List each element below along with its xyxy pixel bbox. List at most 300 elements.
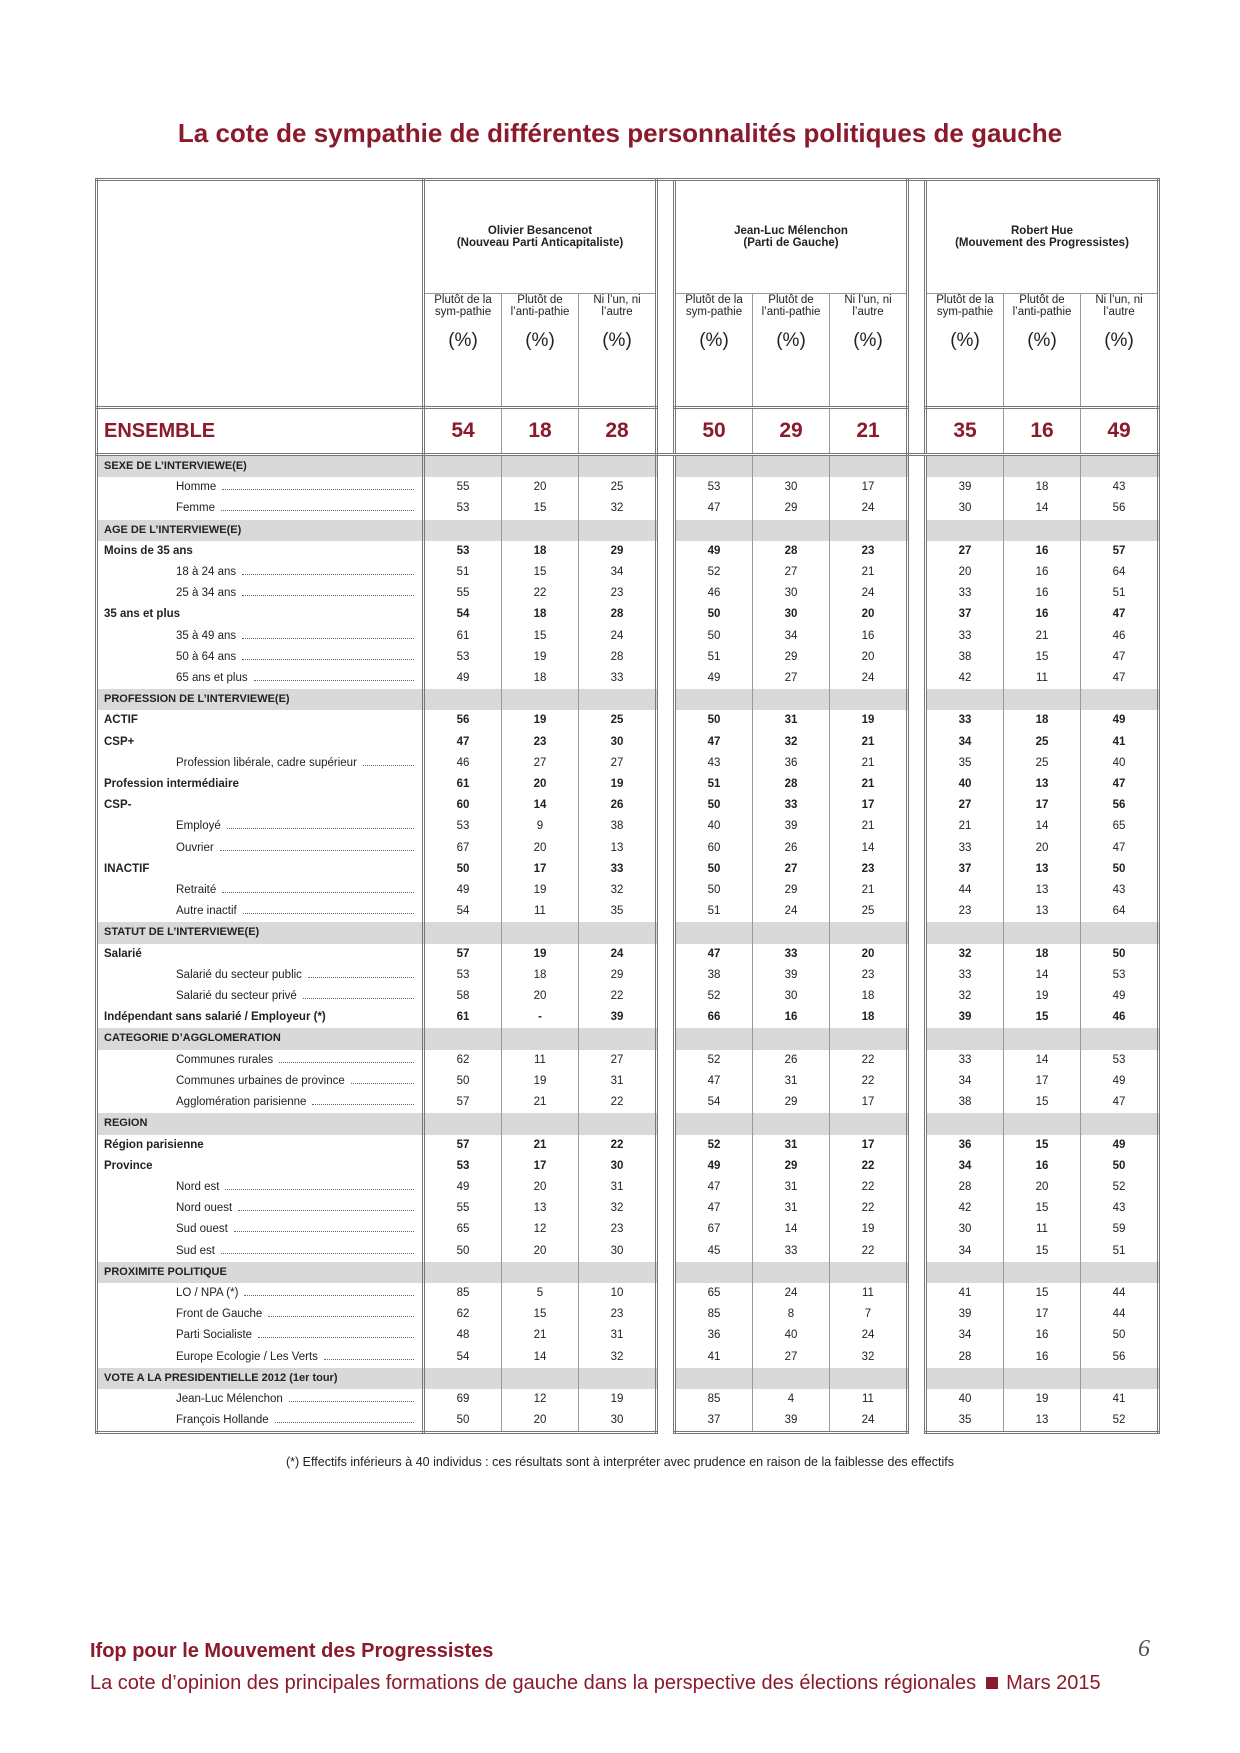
value-cell: 11 (1004, 668, 1081, 689)
row-label-cell (97, 626, 424, 647)
value-cell: 22 (579, 986, 657, 1007)
value-cell: 61 (424, 626, 502, 647)
row-label-cell (97, 710, 424, 731)
row-label-cell (97, 1028, 424, 1049)
column-gap (657, 498, 675, 519)
value-cell: 85 (675, 1304, 753, 1325)
value-cell: 33 (753, 944, 830, 965)
leader-dots (222, 892, 414, 893)
column-subheader (675, 294, 753, 408)
value-cell: 15 (502, 1304, 579, 1325)
value-cell: 50 (675, 880, 753, 901)
row-label: 18 à 24 ans (176, 566, 237, 579)
value-cell (424, 520, 502, 541)
row-label-cell (97, 922, 424, 943)
value-cell: 54 (424, 1347, 502, 1368)
value-cell: 38 (926, 1092, 1004, 1113)
value-cell: 35 (579, 901, 657, 922)
value-cell: 40 (1081, 753, 1159, 774)
value-cell: 16 (1004, 408, 1081, 455)
value-cell: 69 (424, 1389, 502, 1410)
value-cell: 47 (1081, 1092, 1159, 1113)
value-cell: 34 (926, 732, 1004, 753)
column-gap (657, 1113, 675, 1134)
value-cell: 19 (1004, 1389, 1081, 1410)
value-cell (753, 455, 830, 478)
value-cell: 18 (830, 1007, 908, 1028)
column-gap (657, 1347, 675, 1368)
value-cell: 18 (502, 541, 579, 562)
value-cell (502, 922, 579, 943)
value-cell: 23 (830, 859, 908, 880)
column-gap (908, 180, 926, 408)
value-cell (424, 922, 502, 943)
value-cell: 57 (424, 1092, 502, 1113)
value-cell: 47 (675, 944, 753, 965)
value-cell (926, 689, 1004, 710)
section-label: PROXIMITE POLITIQUE (104, 1265, 227, 1278)
politician-name: Robert Hue (1011, 225, 1073, 237)
value-cell: 20 (502, 1241, 579, 1262)
table-row (97, 838, 1159, 859)
leader-dots (238, 1210, 414, 1211)
row-label-cell (97, 1410, 424, 1433)
value-cell: 33 (926, 838, 1004, 859)
value-cell: 17 (830, 477, 908, 498)
value-cell: 23 (830, 541, 908, 562)
value-cell (830, 1262, 908, 1283)
column-gap (908, 774, 926, 795)
column-gap (908, 1135, 926, 1156)
value-cell: 16 (1004, 1156, 1081, 1177)
value-cell: 49 (1081, 986, 1159, 1007)
footer-title: Ifop pour le Mouvement des Progressistes (90, 1640, 494, 1662)
value-cell: 23 (579, 1219, 657, 1240)
value-cell: 21 (830, 753, 908, 774)
value-cell: 20 (502, 1177, 579, 1198)
value-cell: 29 (753, 1092, 830, 1113)
value-cell: 50 (675, 408, 753, 455)
column-gap (657, 1410, 675, 1433)
value-cell: 66 (675, 1007, 753, 1028)
value-cell (753, 1028, 830, 1049)
row-label: 35 à 49 ans (176, 629, 237, 642)
column-gap (657, 965, 675, 986)
row-label-cell (97, 859, 424, 880)
subheader-label: Plutôt de la sym-pathie (936, 294, 994, 318)
value-cell: 21 (830, 562, 908, 583)
table-row (97, 1071, 1159, 1092)
row-label-cell (97, 1347, 424, 1368)
value-cell: 30 (753, 604, 830, 625)
row-label-cell (97, 1007, 424, 1028)
value-cell: 49 (1081, 710, 1159, 731)
value-cell: 18 (502, 408, 579, 455)
row-label: Profession libérale, cadre supérieur (176, 756, 357, 769)
value-cell (830, 1028, 908, 1049)
leader-dots (289, 1401, 414, 1402)
leader-dots (234, 1231, 414, 1232)
row-label: CSP- (104, 799, 132, 812)
value-cell: 51 (1081, 583, 1159, 604)
value-cell: 57 (1081, 541, 1159, 562)
column-gap (657, 1050, 675, 1071)
value-cell: 28 (926, 1177, 1004, 1198)
value-cell: 23 (579, 583, 657, 604)
value-cell: 20 (502, 986, 579, 1007)
row-label-cell (97, 541, 424, 562)
value-cell: 62 (424, 1304, 502, 1325)
value-cell (1004, 922, 1081, 943)
row-label-cell (97, 880, 424, 901)
section-label: VOTE A LA PRESIDENTIELLE 2012 (1er tour) (104, 1371, 338, 1384)
row-label: Autre inactif (176, 905, 237, 918)
value-cell (830, 1113, 908, 1134)
value-cell: 53 (424, 816, 502, 837)
column-gap (657, 859, 675, 880)
value-cell: 37 (926, 604, 1004, 625)
value-cell: 29 (579, 965, 657, 986)
value-cell (502, 689, 579, 710)
value-cell: 40 (675, 816, 753, 837)
value-cell (675, 922, 753, 943)
value-cell: 22 (830, 1071, 908, 1092)
value-cell: 29 (753, 498, 830, 519)
column-subheader (1004, 294, 1081, 408)
value-cell: 20 (1004, 1177, 1081, 1198)
table-row (97, 1050, 1159, 1071)
section-header-row (97, 922, 1159, 943)
value-cell: 53 (424, 647, 502, 668)
value-cell: 16 (1004, 604, 1081, 625)
row-label: 50 à 64 ans (176, 650, 237, 663)
value-cell: 43 (1081, 1198, 1159, 1219)
value-cell: 30 (579, 1241, 657, 1262)
row-label-cell (97, 604, 424, 625)
value-cell (830, 455, 908, 478)
table-row (97, 859, 1159, 880)
value-cell: 52 (675, 1135, 753, 1156)
value-cell: 24 (830, 1410, 908, 1433)
row-label: Employé (176, 820, 221, 833)
value-cell (675, 1368, 753, 1389)
subheader-label: Plutôt de l’anti-pathie (761, 294, 821, 318)
column-gap (908, 604, 926, 625)
column-gap (908, 1304, 926, 1325)
column-gap (657, 1241, 675, 1262)
value-cell: 27 (579, 753, 657, 774)
value-cell (1004, 1028, 1081, 1049)
column-gap (657, 1304, 675, 1325)
column-gap (657, 180, 675, 408)
table-row (97, 1177, 1159, 1198)
value-cell: 30 (926, 498, 1004, 519)
row-label-cell (97, 795, 424, 816)
row-label: Salarié du secteur privé (176, 990, 297, 1003)
value-cell: 21 (830, 880, 908, 901)
column-gap (908, 647, 926, 668)
value-cell: 30 (579, 1410, 657, 1433)
leader-dots (220, 850, 414, 851)
row-label-cell (97, 753, 424, 774)
value-cell: 31 (753, 1198, 830, 1219)
value-cell: 51 (675, 647, 753, 668)
column-gap (908, 1368, 926, 1389)
value-cell: 56 (424, 710, 502, 731)
value-cell: 50 (675, 626, 753, 647)
value-cell: 32 (926, 944, 1004, 965)
value-cell: 19 (502, 710, 579, 731)
value-cell: 27 (753, 1347, 830, 1368)
row-label: Profession intermédiaire (104, 778, 239, 791)
value-cell: 55 (424, 1198, 502, 1219)
column-gap (657, 583, 675, 604)
column-gap (908, 408, 926, 455)
column-gap (657, 1135, 675, 1156)
table-row (97, 668, 1159, 689)
column-gap (657, 944, 675, 965)
value-cell: 41 (1081, 1389, 1159, 1410)
leader-dots (324, 1359, 414, 1360)
subheader-unit: (%) (699, 330, 729, 351)
row-label-cell (97, 1071, 424, 1092)
value-cell: 11 (502, 1050, 579, 1071)
value-cell: 34 (926, 1241, 1004, 1262)
leader-dots (275, 1422, 414, 1423)
value-cell: 20 (830, 647, 908, 668)
value-cell: 33 (926, 965, 1004, 986)
value-cell: 29 (579, 541, 657, 562)
value-cell (502, 1368, 579, 1389)
row-label: Nord ouest (176, 1202, 233, 1215)
value-cell: 39 (926, 1304, 1004, 1325)
value-cell: 36 (926, 1135, 1004, 1156)
value-cell (1004, 1113, 1081, 1134)
politician-party: (Mouvement des Progressistes) (955, 237, 1129, 249)
value-cell: 11 (502, 901, 579, 922)
value-cell: 30 (579, 732, 657, 753)
value-cell: 50 (1081, 1156, 1159, 1177)
value-cell: 20 (1004, 838, 1081, 859)
value-cell: 30 (753, 583, 830, 604)
row-label-cell (97, 1241, 424, 1262)
column-gap (908, 583, 926, 604)
value-cell: 47 (1081, 604, 1159, 625)
table-row (97, 408, 1159, 455)
value-cell (502, 1113, 579, 1134)
value-cell: 43 (1081, 880, 1159, 901)
value-cell: 34 (926, 1071, 1004, 1092)
value-cell (502, 455, 579, 478)
value-cell: 17 (1004, 1304, 1081, 1325)
value-cell: 34 (579, 562, 657, 583)
value-cell: 24 (830, 1325, 908, 1346)
table-row (97, 1410, 1159, 1433)
row-label-cell (97, 408, 424, 455)
value-cell: 22 (502, 583, 579, 604)
table-row (97, 1135, 1159, 1156)
value-cell: 13 (1004, 859, 1081, 880)
column-gap (657, 795, 675, 816)
value-cell: 32 (830, 1347, 908, 1368)
value-cell (926, 520, 1004, 541)
column-gap (908, 541, 926, 562)
table-row (97, 647, 1159, 668)
table-row (97, 880, 1159, 901)
value-cell: 20 (502, 477, 579, 498)
value-cell: 51 (1081, 1241, 1159, 1262)
subheader-unit: (%) (950, 330, 980, 351)
table-row (97, 753, 1159, 774)
value-cell (753, 1262, 830, 1283)
column-subheader (753, 294, 830, 408)
table-row (97, 562, 1159, 583)
value-cell: 45 (675, 1241, 753, 1262)
value-cell (926, 922, 1004, 943)
value-cell: 19 (830, 710, 908, 731)
value-cell: 56 (1081, 795, 1159, 816)
value-cell (675, 1028, 753, 1049)
value-cell: 14 (502, 1347, 579, 1368)
value-cell: 50 (675, 859, 753, 880)
row-label-cell (97, 1135, 424, 1156)
value-cell: 17 (830, 1135, 908, 1156)
row-label: Nord est (176, 1180, 220, 1193)
column-gap (908, 965, 926, 986)
row-label: ACTIF (104, 714, 138, 727)
value-cell: 50 (424, 1410, 502, 1433)
value-cell: 62 (424, 1050, 502, 1071)
section-label: AGE DE L’INTERVIEWE(E) (104, 523, 242, 536)
row-label-cell (97, 816, 424, 837)
column-gap (908, 1071, 926, 1092)
politician-name: Jean-Luc Mélenchon (734, 225, 848, 237)
value-cell: 67 (424, 838, 502, 859)
value-cell: 21 (830, 774, 908, 795)
value-cell: 53 (424, 965, 502, 986)
value-cell: 29 (753, 408, 830, 455)
row-label-cell (97, 455, 424, 478)
row-label-cell (97, 689, 424, 710)
value-cell: 42 (926, 668, 1004, 689)
value-cell: 53 (424, 541, 502, 562)
value-cell: 13 (1004, 774, 1081, 795)
value-cell: 15 (1004, 1007, 1081, 1028)
value-cell: 53 (424, 1156, 502, 1177)
row-label: CSP+ (104, 735, 135, 748)
value-cell: 27 (579, 1050, 657, 1071)
subheader-unit: (%) (776, 330, 806, 351)
table-row (97, 1389, 1159, 1410)
value-cell: 44 (926, 880, 1004, 901)
row-label: Région parisienne (104, 1138, 204, 1151)
value-cell: 41 (926, 1283, 1004, 1304)
value-cell: 20 (502, 1410, 579, 1433)
value-cell: 53 (1081, 1050, 1159, 1071)
value-cell: 60 (675, 838, 753, 859)
value-cell (753, 1368, 830, 1389)
value-cell: 28 (926, 1347, 1004, 1368)
section-header-row (97, 1028, 1159, 1049)
column-gap (908, 922, 926, 943)
row-label-cell (97, 774, 424, 795)
page-number: 6 (1138, 1636, 1150, 1662)
row-label-cell (97, 1113, 424, 1134)
table-row (97, 1198, 1159, 1219)
leader-dots (242, 659, 414, 660)
column-gap (908, 1325, 926, 1346)
value-cell: 33 (753, 795, 830, 816)
value-cell: 19 (502, 647, 579, 668)
value-cell: 67 (675, 1219, 753, 1240)
column-gap (908, 1113, 926, 1134)
table-row (97, 604, 1159, 625)
value-cell: 16 (753, 1007, 830, 1028)
column-gap (908, 880, 926, 901)
column-gap (657, 838, 675, 859)
row-label: 65 ans et plus (176, 672, 248, 685)
footer-date: Mars 2015 (1006, 1672, 1101, 1694)
value-cell (579, 455, 657, 478)
value-cell (753, 689, 830, 710)
value-cell: 24 (830, 583, 908, 604)
value-cell (424, 1368, 502, 1389)
value-cell: 33 (926, 583, 1004, 604)
value-cell: 18 (502, 604, 579, 625)
row-label-cell (97, 1156, 424, 1177)
value-cell: 5 (502, 1283, 579, 1304)
leader-dots (242, 638, 414, 639)
row-label: François Hollande (176, 1414, 269, 1427)
table-row (97, 498, 1159, 519)
value-cell: 16 (1004, 1347, 1081, 1368)
value-cell: 44 (1081, 1283, 1159, 1304)
row-label: 25 à 34 ans (176, 587, 237, 600)
column-gap (908, 477, 926, 498)
value-cell: 36 (753, 753, 830, 774)
value-cell: 52 (675, 562, 753, 583)
column-gap (657, 710, 675, 731)
row-label-cell (97, 562, 424, 583)
table-row (97, 986, 1159, 1007)
column-gap (908, 753, 926, 774)
table-row (97, 1347, 1159, 1368)
row-label: Sud est (176, 1244, 215, 1257)
column-gap (657, 1071, 675, 1092)
value-cell: 31 (753, 1071, 830, 1092)
value-cell: 36 (675, 1325, 753, 1346)
value-cell: 49 (675, 668, 753, 689)
column-gap (657, 1177, 675, 1198)
value-cell: 27 (753, 562, 830, 583)
value-cell: 21 (502, 1135, 579, 1156)
value-cell: 14 (502, 795, 579, 816)
value-cell: 24 (830, 498, 908, 519)
table-row (97, 1092, 1159, 1113)
value-cell: 20 (830, 604, 908, 625)
value-cell (1081, 1113, 1159, 1134)
value-cell: 51 (675, 774, 753, 795)
value-cell: 35 (926, 408, 1004, 455)
value-cell: 21 (830, 816, 908, 837)
politician-party: (Parti de Gauche) (743, 237, 839, 249)
column-gap (657, 1156, 675, 1177)
value-cell: 50 (424, 859, 502, 880)
column-gap (908, 520, 926, 541)
column-gap (908, 1262, 926, 1283)
row-label: Retraité (176, 884, 217, 897)
value-cell: 27 (502, 753, 579, 774)
